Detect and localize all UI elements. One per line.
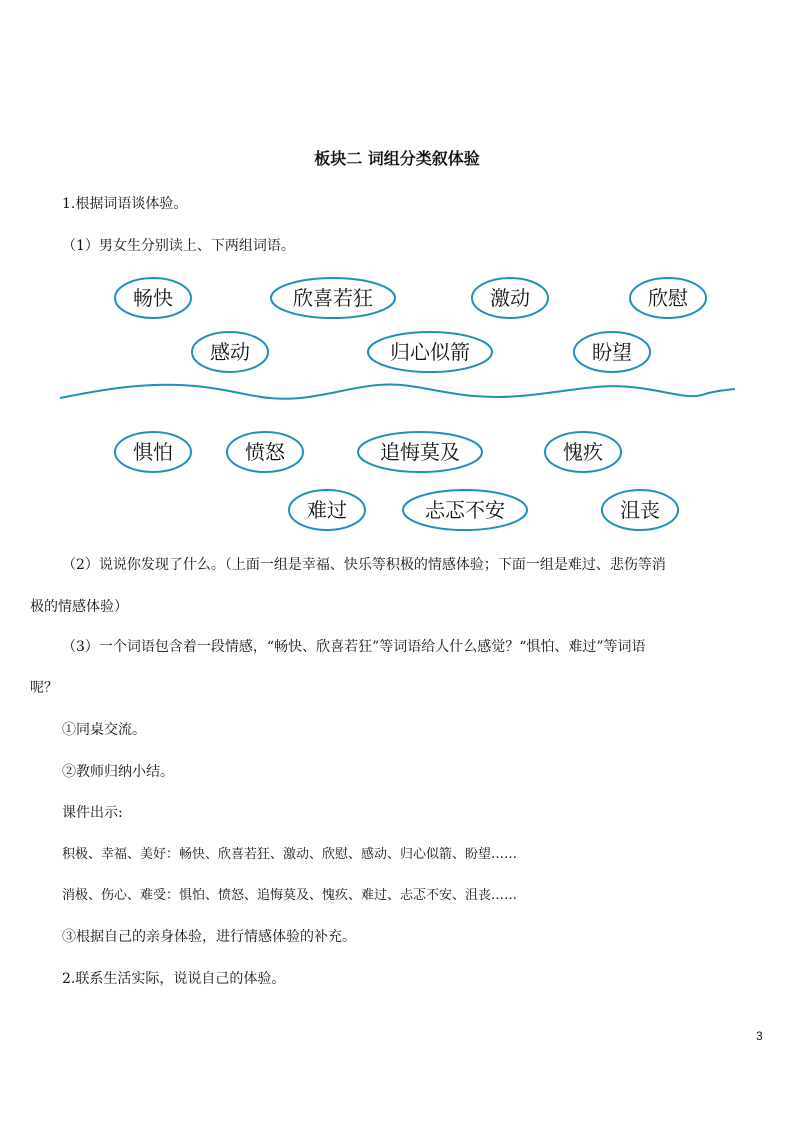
positive-words: 积极、幸福、美好：畅快、欣喜若狂、激动、欣慰、感动、归心似箭、盼望……: [62, 847, 518, 862]
word-bubble: [368, 332, 492, 372]
bubble-word: 欣喜若狂: [293, 286, 373, 310]
word-bubble: [192, 332, 268, 372]
step-3: ③根据自己的亲身体验，进行情感体验的补充。: [62, 929, 356, 945]
question-1-3-line1: （3）一个词语包含着一段情感，“畅快、欣喜若狂”等词语给人什么感觉？“惧怕、难过”等词语: [62, 639, 646, 655]
word-group-diagram: [0, 270, 794, 540]
section-title: 板块二 词组分类叙体验: [314, 149, 480, 168]
bubble-word: 感动: [210, 340, 250, 364]
bubble-word: 愤怒: [245, 440, 285, 464]
question-2: 2.联系生活实际，说说自己的体验。: [62, 971, 286, 987]
word-bubble: [602, 490, 678, 530]
word-bubble: [358, 432, 482, 472]
courseware-label: 课件出示:: [62, 805, 123, 821]
page-number: 3: [756, 1029, 763, 1043]
word-bubble: [227, 432, 303, 472]
bubble-word: 愧疚: [563, 440, 603, 464]
negative-words: 消极、伤心、难受：惧怕、愤怒、追悔莫及、愧疚、难过、忐忑不安、沮丧……: [62, 888, 518, 903]
question-1-2-line1: （2）说说你发现了什么。（上面一组是幸福、快乐等积极的情感体验；下面一组是难过、悲伤等消: [62, 557, 666, 573]
bubble-word: 沮丧: [620, 498, 660, 522]
question-1-1: （1）男女生分别读上、下两组词语。: [62, 238, 295, 254]
word-bubble: [545, 432, 621, 472]
word-bubble: [403, 490, 527, 530]
bubble-word: 难过: [307, 498, 347, 522]
bubble-word: 欣慰: [648, 286, 688, 310]
word-bubble: [271, 278, 395, 318]
word-bubble: [630, 278, 706, 318]
word-bubble: [115, 278, 191, 318]
word-bubble: [289, 490, 365, 530]
bubble-word: 盼望: [592, 340, 632, 364]
bubble-word: 追悔莫及: [380, 440, 460, 464]
step-1: ①同桌交流。: [62, 722, 146, 738]
bubble-word: 归心似箭: [390, 340, 470, 364]
question-1-3-line2: 呢？: [30, 680, 58, 696]
step-2: ②教师归纳小结。: [62, 764, 174, 780]
word-bubble: [115, 432, 191, 472]
wave-divider: [60, 385, 735, 399]
question-1: 1.根据词语谈体验。: [62, 196, 188, 212]
word-bubble: [574, 332, 650, 372]
question-1-2-line2: 极的情感体验）: [30, 599, 128, 615]
bubble-word: 惧怕: [133, 440, 173, 464]
bubble-word: 忐忑不安: [425, 498, 505, 522]
bubble-word: 畅快: [133, 286, 173, 310]
word-bubble: [472, 278, 548, 318]
bubble-word: 激动: [490, 286, 530, 310]
